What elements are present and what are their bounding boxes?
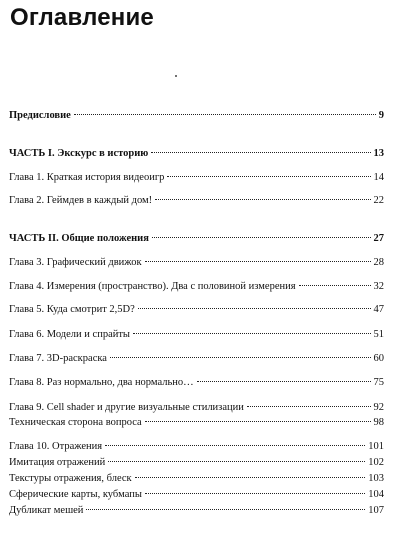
toc-page-number: 9 bbox=[378, 110, 384, 121]
toc-entry-chapter-10[interactable] bbox=[9, 441, 384, 452]
toc-label: Техническая сторона вопроса bbox=[9, 417, 142, 428]
toc-page-number: 103 bbox=[368, 473, 384, 484]
toc-label: Сферические карты, кубмапы bbox=[9, 489, 142, 500]
leader-dots bbox=[133, 333, 371, 334]
leader-dots bbox=[247, 406, 371, 407]
toc-entry-chapter-5[interactable] bbox=[9, 304, 384, 315]
toc-label: ЧАСТЬ II. Общие положения bbox=[9, 233, 149, 244]
toc-page-number: 75 bbox=[373, 377, 384, 388]
leader-dots bbox=[110, 357, 371, 358]
toc-page-number: 32 bbox=[373, 281, 384, 292]
leader-dots bbox=[145, 261, 371, 262]
toc-entry-chapter-6[interactable] bbox=[9, 329, 384, 340]
toc-entry-chapter-1[interactable] bbox=[9, 172, 384, 183]
toc-label: Имитация отражений bbox=[9, 457, 106, 468]
toc-page-number: 14 bbox=[373, 172, 384, 183]
toc-label: Текстуры отражения, блеск bbox=[9, 473, 132, 484]
toc-entry-part-2[interactable] bbox=[9, 233, 384, 244]
toc-entry-chapter-4[interactable] bbox=[9, 281, 384, 292]
toc-page-number: 107 bbox=[368, 505, 384, 516]
leader-dots bbox=[105, 445, 365, 446]
toc-page-number: 13 bbox=[373, 148, 384, 159]
toc-page-number: 104 bbox=[368, 489, 384, 500]
toc-label: Предисловие bbox=[9, 110, 71, 121]
toc-page-number: 51 bbox=[373, 329, 384, 340]
toc-entry-section[interactable] bbox=[9, 505, 384, 516]
toc-entry-preface[interactable] bbox=[9, 110, 384, 121]
toc-entry-part-1[interactable] bbox=[9, 148, 384, 159]
toc-label: Глава 8. Раз нормально, два нормально… bbox=[9, 377, 194, 388]
leader-dots bbox=[299, 285, 371, 286]
toc-entry-chapter-8[interactable] bbox=[9, 377, 384, 388]
leader-dots bbox=[151, 152, 370, 153]
scan-speck bbox=[175, 75, 177, 77]
toc-entry-chapter-9[interactable] bbox=[9, 402, 384, 413]
leader-dots bbox=[152, 237, 371, 238]
toc-label: Глава 7. 3D-раскраска bbox=[9, 353, 107, 364]
leader-dots bbox=[86, 509, 365, 510]
toc-page-number: 22 bbox=[373, 195, 384, 206]
leader-dots bbox=[145, 493, 365, 494]
toc-label: Глава 6. Модели и спрайты bbox=[9, 329, 130, 340]
leader-dots bbox=[74, 114, 376, 115]
leader-dots bbox=[197, 381, 371, 382]
toc-page-number: 92 bbox=[373, 402, 384, 413]
toc-page-number: 27 bbox=[373, 233, 384, 244]
leader-dots bbox=[138, 308, 371, 309]
toc-page-number: 102 bbox=[368, 457, 384, 468]
toc-page-number: 98 bbox=[373, 417, 384, 428]
toc-label: Дубликат мешей bbox=[9, 505, 84, 516]
toc-label: Глава 4. Измерения (пространство). Два с половиной измерения bbox=[9, 281, 296, 292]
toc-label: Глава 3. Графический движок bbox=[9, 257, 142, 268]
toc-label: Глава 5. Куда смотрит 2,5D? bbox=[9, 304, 135, 315]
page-title: Оглавление bbox=[10, 4, 154, 31]
leader-dots bbox=[167, 176, 370, 177]
toc-entry-section[interactable] bbox=[9, 417, 384, 428]
leader-dots bbox=[108, 461, 365, 462]
toc-label: Глава 2. Геймдев в каждый дом! bbox=[9, 195, 153, 206]
toc-entry-chapter-7[interactable] bbox=[9, 353, 384, 364]
leader-dots bbox=[145, 421, 371, 422]
toc-page-number: 101 bbox=[368, 441, 384, 452]
toc-page-number: 28 bbox=[373, 257, 384, 268]
leader-dots bbox=[155, 199, 370, 200]
toc-label: ЧАСТЬ I. Экскурс в историю bbox=[9, 148, 149, 159]
toc-entry-chapter-3[interactable] bbox=[9, 257, 384, 268]
leader-dots bbox=[135, 477, 366, 478]
toc-label: Глава 10. Отражения bbox=[9, 441, 103, 452]
toc-entry-section[interactable] bbox=[9, 457, 384, 468]
toc-entry-section[interactable] bbox=[9, 473, 384, 484]
toc-entry-section[interactable] bbox=[9, 489, 384, 500]
toc-entry-chapter-2[interactable] bbox=[9, 195, 384, 206]
toc-label: Глава 9. Cell shader и другие визуальные стилизации bbox=[9, 402, 244, 413]
toc-page-number: 60 bbox=[373, 353, 384, 364]
toc-page-number: 47 bbox=[373, 304, 384, 315]
toc-label: Глава 1. Краткая история видеоигр bbox=[9, 172, 165, 183]
